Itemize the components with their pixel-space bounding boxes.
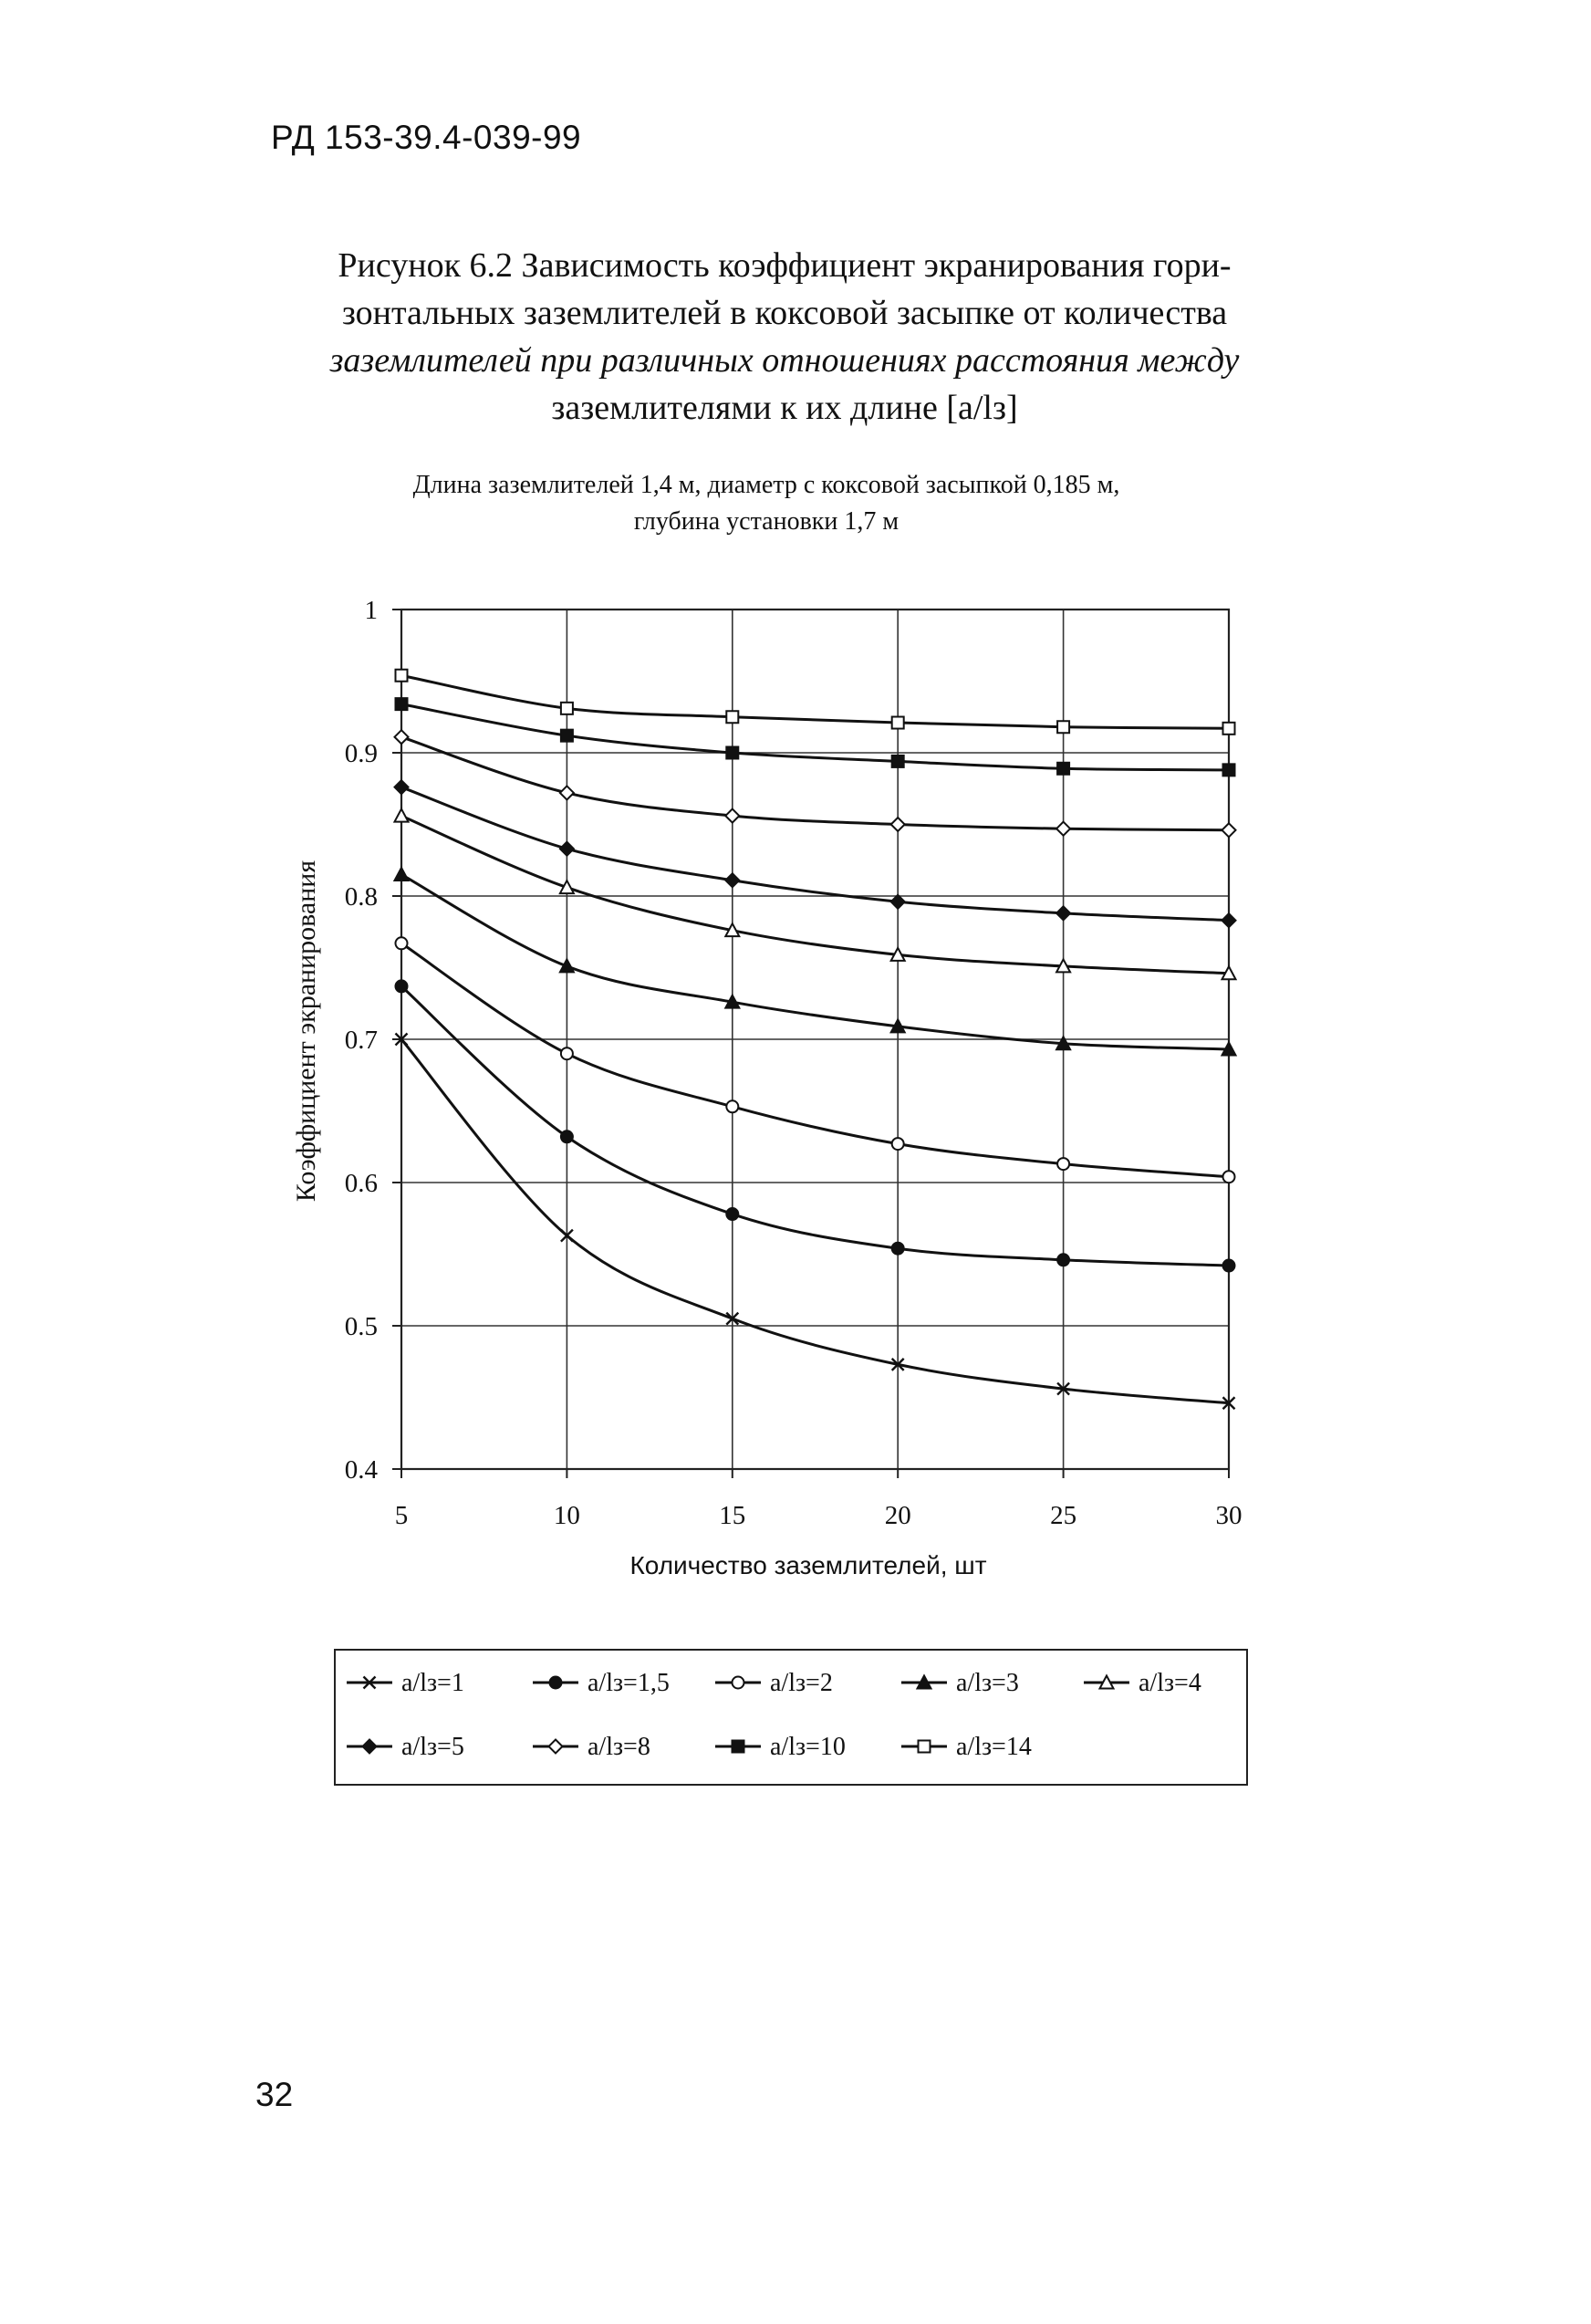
diamond-mark [560, 842, 574, 856]
square-mark [726, 747, 738, 759]
data-point [396, 980, 408, 992]
diamond-mark [560, 786, 574, 799]
circle-mark [1223, 1260, 1235, 1272]
diamond-mark [891, 895, 905, 909]
data-point [892, 756, 904, 767]
circle-mark [561, 1131, 573, 1142]
y-tick-label: 0.4 [344, 1455, 378, 1485]
circle-mark [1057, 1158, 1069, 1170]
data-point [725, 873, 739, 887]
circle-mark [726, 1100, 738, 1112]
legend-entry [901, 1733, 1032, 1761]
square-mark [892, 756, 904, 767]
x-tick-label: 10 [553, 1501, 580, 1530]
square-mark [1223, 723, 1235, 735]
series-line [401, 816, 1229, 974]
document-code: РД 153-39.4-039-99 [271, 119, 582, 156]
data-point [561, 730, 573, 742]
series-line [401, 675, 1229, 728]
x-tick-label: 25 [1050, 1501, 1077, 1530]
diamond-mark [1222, 913, 1236, 927]
diamond-mark [725, 873, 739, 887]
data-point [892, 1243, 904, 1255]
data-point [561, 703, 573, 714]
series-line [401, 1039, 1229, 1403]
legend-swatch-marker [919, 1741, 931, 1753]
diamond-mark [549, 1740, 563, 1754]
square-mark [1223, 764, 1235, 776]
legend-label: a/lз=5 [401, 1733, 464, 1761]
data-point [395, 868, 409, 881]
x-axis-label: Количество заземлителей, шт [629, 1551, 987, 1579]
data-point [726, 711, 738, 723]
page-number: 32 [255, 2076, 294, 2113]
square-mark [892, 717, 904, 729]
square-mark [726, 711, 738, 723]
square-mark [919, 1741, 931, 1753]
square-mark [561, 730, 573, 742]
circle-mark [1057, 1254, 1069, 1266]
triangle-mark [395, 809, 409, 822]
triangle-mark [395, 868, 409, 881]
y-tick-label: 0.7 [344, 1026, 378, 1055]
data-point [725, 809, 739, 823]
square-mark [396, 670, 408, 682]
data-point [892, 717, 904, 729]
diamond-mark [395, 730, 409, 744]
legend-entry [715, 1733, 846, 1761]
square-mark [1057, 721, 1069, 733]
y-tick-label: 0.5 [344, 1312, 378, 1341]
legend-swatch-marker [733, 1741, 744, 1753]
series-line [401, 874, 1229, 1049]
caption-line-1: Рисунок 6.2 Зависимость коэффициент экранирования гори- [338, 246, 1232, 285]
series-line [401, 787, 1229, 921]
series-line [401, 704, 1229, 770]
circle-mark [550, 1677, 562, 1689]
diamond-mark [363, 1740, 377, 1754]
data-point [560, 786, 574, 799]
legend-swatch-marker [549, 1740, 563, 1754]
legend-label: a/lз=3 [956, 1669, 1019, 1697]
series-line [401, 737, 1229, 830]
diamond-mark [395, 780, 409, 794]
legend-label: a/lз=1 [401, 1669, 464, 1697]
legend [335, 1650, 1247, 1785]
legend-label: a/lз=8 [588, 1733, 650, 1761]
caption-line-3: заземлителей при различных отношениях расстояния между [329, 341, 1240, 380]
data-point [395, 809, 409, 822]
data-point [1223, 1171, 1235, 1183]
legend-entry [533, 1733, 650, 1761]
y-tick-label: 1 [364, 596, 378, 625]
data-point [1057, 763, 1069, 775]
data-point [561, 1047, 573, 1059]
diamond-mark [891, 818, 905, 831]
legend-label: a/lз=14 [956, 1733, 1032, 1761]
legend-swatch-marker [733, 1677, 744, 1689]
data-point [892, 1138, 904, 1150]
legend-label: a/lз=4 [1139, 1669, 1201, 1697]
subtitle-line-1: Длина заземлителей 1,4 м, диаметр с коксовой засыпкой 0,185 м, [412, 471, 1120, 499]
data-point [1222, 823, 1236, 837]
legend-entry [901, 1669, 1019, 1697]
x-tick-label: 15 [719, 1501, 746, 1530]
circle-mark [561, 1047, 573, 1059]
square-mark [1057, 763, 1069, 775]
data-point [1057, 1158, 1069, 1170]
data-point [560, 842, 574, 856]
y-tick-label: 0.9 [344, 739, 378, 768]
data-point [726, 1208, 738, 1220]
data-point [1056, 906, 1070, 920]
circle-mark [396, 937, 408, 949]
data-point [891, 818, 905, 831]
data-point [1057, 721, 1069, 733]
data-point [1223, 764, 1235, 776]
data-point [396, 937, 408, 949]
legend-swatch-marker [550, 1677, 562, 1689]
data-point [396, 670, 408, 682]
legend-swatch-marker [363, 1740, 377, 1754]
legend-label: a/lз=2 [770, 1669, 833, 1697]
square-mark [561, 703, 573, 714]
legend-entry [1084, 1669, 1201, 1697]
data-point [396, 698, 408, 710]
data-point [561, 1131, 573, 1142]
circle-mark [396, 980, 408, 992]
legend-entry [533, 1669, 670, 1697]
caption-line-2: зонтальных заземлителей в коксовой засыпке от количества [341, 294, 1228, 332]
circle-mark [892, 1243, 904, 1255]
diamond-mark [1056, 822, 1070, 836]
data-point [1223, 723, 1235, 735]
data-point [726, 747, 738, 759]
caption-line-4: заземлителями к их длине [a/lз] [551, 389, 1018, 427]
y-tick-label: 0.6 [344, 1169, 378, 1198]
legend-entry [715, 1669, 833, 1697]
legend-label: a/lз=1,5 [588, 1669, 670, 1697]
data-point [891, 895, 905, 909]
data-point [1222, 913, 1236, 927]
diamond-mark [1222, 823, 1236, 837]
circle-mark [1223, 1171, 1235, 1183]
square-mark [733, 1741, 744, 1753]
legend-entry [347, 1733, 464, 1761]
legend-label: a/lз=10 [770, 1733, 846, 1761]
legend-entry [347, 1669, 464, 1697]
subtitle-line-2: глубина установки 1,7 м [633, 507, 899, 536]
series-line [401, 943, 1229, 1177]
data-point [395, 780, 409, 794]
square-mark [396, 698, 408, 710]
data-point [1057, 1254, 1069, 1266]
y-tick-label: 0.8 [344, 882, 378, 912]
circle-mark [726, 1208, 738, 1220]
x-tick-label: 30 [1215, 1501, 1243, 1530]
y-axis-label: Коэффициент экранирования [291, 860, 321, 1203]
diamond-mark [725, 809, 739, 823]
diamond-mark [1056, 906, 1070, 920]
x-tick-label: 20 [884, 1501, 911, 1530]
x-tick-label: 5 [394, 1501, 409, 1530]
data-point [726, 1100, 738, 1112]
data-point [1056, 822, 1070, 836]
grid [401, 610, 1229, 1469]
data-point [395, 730, 409, 744]
circle-mark [733, 1677, 744, 1689]
data-point [1223, 1260, 1235, 1272]
circle-mark [892, 1138, 904, 1150]
